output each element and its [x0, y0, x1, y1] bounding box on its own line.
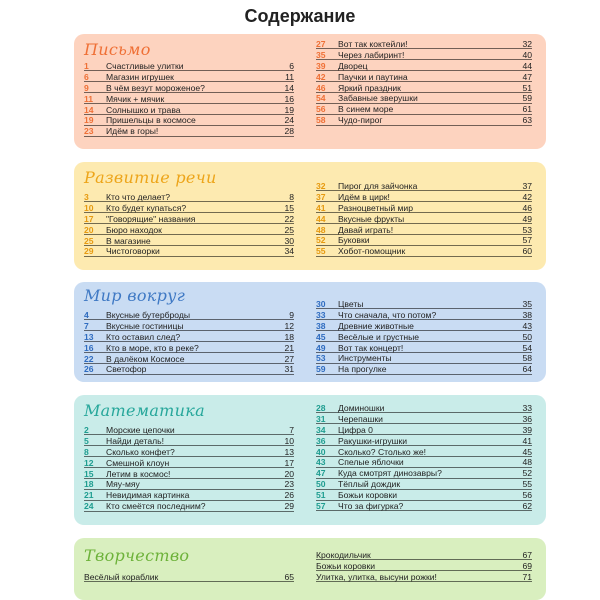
entry-page: 60 — [522, 246, 532, 257]
entry-number: 7 — [84, 320, 89, 331]
entry-number: 36 — [316, 435, 326, 446]
entry-number: 37 — [316, 191, 326, 202]
entry-title: Улитка, улитка, высуни рожки! — [316, 571, 437, 582]
entry-title: Чистоговорки — [106, 246, 160, 257]
entry-number: 58 — [316, 115, 326, 126]
toc-entry[interactable] — [84, 225, 294, 236]
entry-title: Божьи коровки — [316, 560, 376, 571]
toc-entry[interactable] — [316, 181, 532, 192]
toc-entry[interactable] — [84, 72, 294, 83]
section-2 — [74, 162, 546, 270]
entry-page: 27 — [284, 353, 294, 364]
toc-entry[interactable] — [316, 364, 532, 375]
entry-number: 14 — [84, 104, 94, 115]
entry-number: 28 — [316, 403, 326, 413]
toc-entry[interactable] — [84, 458, 294, 469]
entry-title: Инструменты — [338, 353, 392, 364]
entry-number: 38 — [316, 320, 326, 331]
toc-entry[interactable] — [84, 343, 294, 354]
toc-entry[interactable] — [316, 214, 532, 225]
toc-entry[interactable] — [84, 572, 294, 583]
entry-title: В синем море — [338, 104, 394, 115]
entry-number: 8 — [84, 446, 89, 457]
entry-page: 17 — [284, 457, 294, 468]
toc-entry[interactable] — [316, 436, 532, 447]
entry-number: 59 — [316, 364, 326, 375]
entry-title: Что за фигурка? — [338, 501, 404, 512]
entry-number: 46 — [316, 82, 326, 93]
entry-title: Паучки и паутина — [338, 71, 408, 82]
entry-page: 14 — [284, 82, 294, 93]
entry-title: Ракушки-игрушки — [338, 435, 408, 446]
entry-title: Давай играть! — [338, 224, 394, 235]
entry-page: 25 — [284, 224, 294, 235]
toc-entry[interactable] — [84, 447, 294, 458]
entry-title: Найди деталь! — [106, 435, 164, 446]
entry-page: 8 — [289, 192, 294, 202]
entry-number: 5 — [84, 435, 89, 446]
section-title: Мир вокруг — [84, 286, 186, 305]
entry-title: Куда смотрят динозавры? — [338, 468, 442, 479]
entry-number: 55 — [316, 246, 326, 257]
entry-page: 71 — [522, 571, 532, 582]
entry-title: Вот так концерт! — [338, 342, 404, 353]
toc-entry[interactable] — [84, 246, 294, 257]
entry-page: 53 — [522, 224, 532, 235]
entry-title: В чём везут мороженое? — [106, 82, 205, 93]
entry-title: Тёплый дождик — [338, 479, 401, 490]
toc-entry[interactable] — [316, 235, 532, 246]
entry-number: 33 — [316, 309, 326, 320]
entry-page: 45 — [522, 446, 532, 457]
entry-number: 56 — [316, 104, 326, 115]
entry-number: 3 — [84, 192, 89, 202]
entry-number: 47 — [316, 468, 326, 479]
toc-entry[interactable] — [316, 572, 532, 583]
entry-title: Разноцветный мир — [338, 202, 414, 213]
entry-title: Вкусные фрукты — [338, 213, 405, 224]
section-1 — [74, 34, 546, 149]
entry-number: 2 — [84, 425, 89, 435]
toc-entry[interactable] — [316, 203, 532, 214]
entry-title: Кто что делает? — [106, 192, 171, 202]
entry-page: 21 — [284, 342, 294, 353]
entry-number: 22 — [84, 353, 94, 364]
entry-number: 13 — [84, 331, 94, 342]
entry-page: 44 — [522, 60, 532, 71]
toc-entry[interactable] — [84, 94, 294, 105]
entry-number: 45 — [316, 331, 326, 342]
entry-number: 31 — [316, 413, 326, 424]
entry-title: Через лабиринт! — [338, 49, 405, 60]
toc-column-left — [84, 310, 294, 375]
entry-number: 43 — [316, 457, 326, 468]
entry-page: 35 — [522, 299, 532, 309]
toc-entry[interactable] — [84, 236, 294, 247]
entry-title: Солнышко и трава — [106, 104, 181, 115]
entry-title: Сколько? Столько же! — [338, 446, 427, 457]
entry-page: 18 — [284, 331, 294, 342]
entry-title: Светофор — [106, 364, 147, 375]
entry-number: 27 — [316, 39, 326, 49]
entry-page: 51 — [522, 82, 532, 93]
entry-page: 37 — [522, 181, 532, 191]
entry-number: 21 — [84, 490, 94, 501]
entry-page: 62 — [522, 501, 532, 512]
entry-number: 16 — [84, 342, 94, 353]
toc-entry[interactable] — [84, 115, 294, 126]
toc-entry[interactable] — [316, 299, 532, 310]
toc-entry[interactable] — [316, 501, 532, 512]
entry-number: 51 — [316, 490, 326, 501]
entry-page: 9 — [289, 310, 294, 320]
section-3 — [74, 282, 546, 382]
section-title: Письмо — [84, 40, 151, 59]
entry-title: Хобот-помощник — [338, 246, 406, 257]
entry-page: 52 — [522, 468, 532, 479]
toc-entry[interactable] — [84, 214, 294, 225]
entry-number: 53 — [316, 353, 326, 364]
entry-page: 26 — [284, 490, 294, 501]
entry-page: 38 — [522, 309, 532, 320]
entry-title: Кто смеётся последним? — [106, 501, 206, 512]
entry-title: Древние животные — [338, 320, 414, 331]
toc-entry[interactable] — [316, 414, 532, 425]
entry-number: 26 — [84, 364, 94, 375]
entry-page: 61 — [522, 104, 532, 115]
toc-entry[interactable] — [84, 310, 294, 321]
toc-column-left — [84, 61, 294, 137]
entry-title: В магазине — [106, 235, 151, 246]
entry-page: 65 — [284, 572, 294, 582]
entry-page: 34 — [284, 246, 294, 257]
toc-column-right — [316, 403, 532, 512]
toc-entry[interactable] — [84, 332, 294, 343]
entry-title: Яркий праздник — [338, 82, 401, 93]
entry-number: 35 — [316, 49, 326, 60]
section-4 — [74, 395, 546, 525]
entry-page: 42 — [522, 191, 532, 202]
toc-entry[interactable] — [316, 310, 532, 321]
entry-page: 40 — [522, 49, 532, 60]
entry-page: 63 — [522, 115, 532, 126]
entry-number: 25 — [84, 235, 94, 246]
entry-number: 40 — [316, 446, 326, 457]
entry-title: Невидимая картинка — [106, 490, 190, 501]
entry-number: 41 — [316, 202, 326, 213]
entry-title: Мячик + мячик — [106, 93, 165, 104]
toc-entry[interactable] — [84, 425, 294, 436]
entry-title: Дворец — [338, 60, 368, 71]
toc-entry[interactable] — [84, 436, 294, 447]
toc-entry[interactable] — [316, 425, 532, 436]
section-title: Математика — [84, 401, 205, 420]
toc-entry[interactable] — [84, 354, 294, 365]
entry-number: 42 — [316, 71, 326, 82]
entry-title: Пирог для зайчонка — [338, 181, 418, 191]
entry-number: 39 — [316, 60, 326, 71]
toc-column-left — [84, 572, 294, 583]
entry-page: 48 — [522, 457, 532, 468]
toc-column-right — [316, 550, 532, 583]
entry-number: 50 — [316, 479, 326, 490]
entry-page: 33 — [522, 403, 532, 413]
entry-page: 29 — [284, 501, 294, 512]
toc-entry[interactable] — [316, 39, 532, 50]
toc-entry[interactable] — [316, 83, 532, 94]
toc-entry[interactable] — [316, 490, 532, 501]
entry-number: 1 — [84, 61, 89, 71]
toc-entry[interactable] — [316, 550, 532, 561]
entry-title: Смешной клоун — [106, 457, 170, 468]
entry-page: 11 — [285, 71, 294, 82]
entry-number: 9 — [84, 82, 89, 93]
entry-page: 20 — [284, 468, 294, 479]
entry-page: 58 — [522, 353, 532, 364]
entry-title: На прогулке — [338, 364, 387, 375]
entry-number: 30 — [316, 299, 326, 309]
entry-page: 13 — [284, 446, 294, 457]
toc-column-left — [84, 192, 294, 257]
entry-number: 18 — [84, 479, 94, 490]
entry-number: 11 — [84, 93, 94, 104]
entry-page: 49 — [522, 213, 532, 224]
entry-title: Весёлые и грустные — [338, 331, 420, 342]
entry-page: 41 — [522, 435, 532, 446]
entry-title: Бюро находок — [106, 224, 162, 235]
entry-title: Весёлый кораблик — [84, 572, 159, 582]
toc-entry[interactable] — [316, 561, 532, 572]
entry-page: 30 — [284, 235, 294, 246]
toc-entry[interactable] — [84, 321, 294, 332]
toc-entry[interactable] — [316, 321, 532, 332]
toc-column-right — [316, 299, 532, 375]
entry-title: Кто оставил след? — [106, 331, 181, 342]
entry-page: 47 — [522, 71, 532, 82]
toc-column-right — [316, 39, 532, 126]
entry-number: 6 — [84, 71, 89, 82]
entry-title: Сколько конфет? — [106, 446, 175, 457]
entry-page: 7 — [289, 425, 294, 435]
toc-entry[interactable] — [84, 105, 294, 116]
entry-title: Кто будет купаться? — [106, 202, 187, 213]
toc-entry[interactable] — [84, 479, 294, 490]
section-title: Развитие речи — [84, 168, 217, 187]
entry-page: 22 — [284, 213, 294, 224]
toc-entry[interactable] — [316, 343, 532, 354]
entry-number: 20 — [84, 224, 94, 235]
toc-entry[interactable] — [84, 61, 294, 72]
entry-title: Магазин игрушек — [106, 71, 174, 82]
entry-title: Мяу-мяу — [106, 479, 140, 490]
toc-entry[interactable] — [84, 490, 294, 501]
entry-page: 15 — [284, 202, 294, 213]
toc-entry[interactable] — [84, 192, 294, 203]
entry-title: Крокодильчик — [316, 550, 371, 560]
entry-title: Божьи коровки — [338, 490, 398, 501]
toc-entry[interactable] — [316, 104, 532, 115]
entry-number: 54 — [316, 93, 326, 104]
entry-page: 54 — [522, 342, 532, 353]
toc-entry[interactable] — [84, 501, 294, 512]
entry-number: 48 — [316, 224, 326, 235]
entry-number: 52 — [316, 235, 326, 246]
entry-title: Идём в горы! — [106, 126, 159, 137]
entry-title: Морские цепочки — [106, 425, 175, 435]
entry-title: Идём в цирк! — [338, 191, 390, 202]
toc-entry[interactable] — [84, 126, 294, 137]
entry-page: 6 — [289, 61, 294, 71]
entry-number: 29 — [84, 246, 94, 257]
entry-page: 50 — [522, 331, 532, 342]
entry-title: В далёком Космосе — [106, 353, 185, 364]
entry-number: 10 — [84, 202, 94, 213]
entry-title: Летим в космос! — [106, 468, 171, 479]
entry-page: 64 — [522, 364, 532, 375]
entry-page: 36 — [522, 413, 532, 424]
section-title: Творчество — [84, 546, 190, 565]
entry-page: 24 — [284, 115, 294, 126]
toc-entry[interactable] — [316, 246, 532, 257]
entry-number: 44 — [316, 213, 326, 224]
toc-entry[interactable] — [316, 468, 532, 479]
toc-entry[interactable] — [84, 203, 294, 214]
entry-page: 59 — [522, 93, 532, 104]
entry-page: 67 — [522, 550, 532, 560]
entry-title: Счастливые улитки — [106, 61, 184, 71]
entry-title: Цифра 0 — [338, 424, 373, 435]
entry-title: Доминошки — [338, 403, 385, 413]
entry-number: 32 — [316, 181, 326, 191]
toc-entry[interactable] — [84, 364, 294, 375]
entry-title: Пришельцы в космосе — [106, 115, 196, 126]
entry-page: 32 — [522, 39, 532, 49]
entry-title: Кто в море, кто в реке? — [106, 342, 199, 353]
entry-page: 39 — [522, 424, 532, 435]
toc-entry[interactable] — [316, 447, 532, 458]
toc-entry[interactable] — [316, 192, 532, 203]
entry-number: 19 — [84, 115, 94, 126]
entry-page: 69 — [522, 560, 532, 571]
toc-entry[interactable] — [316, 225, 532, 236]
entry-page: 23 — [284, 479, 294, 490]
entry-page: 55 — [522, 479, 532, 490]
toc-entry[interactable] — [316, 457, 532, 468]
entry-page: 57 — [522, 235, 532, 246]
entry-number: 49 — [316, 342, 326, 353]
entry-number: 15 — [84, 468, 94, 479]
entry-title: Забавные зверушки — [338, 93, 418, 104]
entry-page: 46 — [522, 202, 532, 213]
toc-entry[interactable] — [84, 469, 294, 480]
entry-number: 17 — [84, 213, 94, 224]
entry-number: 12 — [84, 457, 94, 468]
entry-title: Что сначала, что потом? — [338, 309, 437, 320]
page-title: Содержание — [244, 6, 356, 26]
entry-title: Вкусные бутерброды — [106, 310, 191, 320]
toc-column-right — [316, 181, 532, 257]
entry-page: 16 — [284, 93, 294, 104]
entry-title: Спелые яблочки — [338, 457, 404, 468]
toc-entry[interactable] — [316, 353, 532, 364]
entry-page: 10 — [284, 435, 294, 446]
entry-title: Цветы — [338, 299, 364, 309]
entry-page: 19 — [284, 104, 294, 115]
toc-entry[interactable] — [316, 479, 532, 490]
entry-title: Чудо-пирог — [338, 115, 383, 126]
entry-number: 4 — [84, 310, 89, 320]
toc-entry[interactable] — [316, 72, 532, 83]
entry-page: 12 — [284, 320, 294, 331]
toc-entry[interactable] — [316, 403, 532, 414]
entry-page: 28 — [284, 126, 294, 137]
entry-number: 23 — [84, 126, 94, 137]
toc-entry[interactable] — [316, 50, 532, 61]
entry-number: 57 — [316, 501, 326, 512]
entry-number: 34 — [316, 424, 326, 435]
entry-title: "Говорящие" названия — [106, 213, 196, 224]
entry-page: 43 — [522, 320, 532, 331]
entry-title: Вот так коктейли! — [338, 39, 408, 49]
toc-entry[interactable] — [316, 61, 532, 72]
section-5 — [74, 538, 546, 600]
toc-entry[interactable] — [84, 83, 294, 94]
entry-page: 31 — [284, 364, 294, 375]
toc-column-left — [84, 425, 294, 512]
entry-title: Буковки — [338, 235, 370, 246]
entry-page: 56 — [522, 490, 532, 501]
entry-title: Черепашки — [338, 413, 383, 424]
toc-entry[interactable] — [316, 93, 532, 104]
entry-title: Вкусные гостиницы — [106, 320, 184, 331]
toc-entry[interactable] — [316, 115, 532, 126]
entry-number: 24 — [84, 501, 94, 512]
toc-entry[interactable] — [316, 332, 532, 343]
